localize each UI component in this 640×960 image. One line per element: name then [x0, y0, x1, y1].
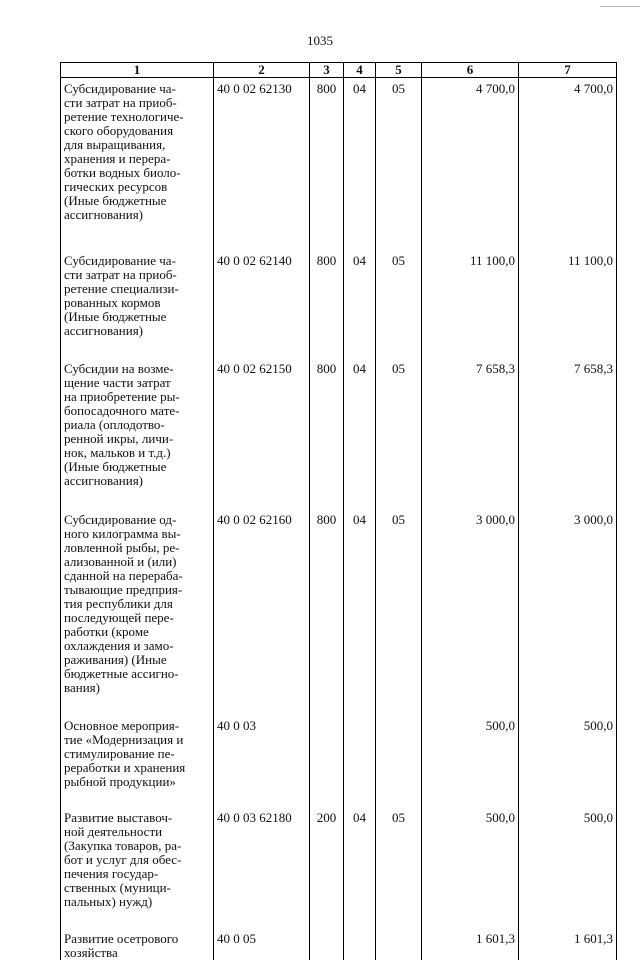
row-name-line: на приобретение ры-	[64, 390, 210, 404]
row-col4-cell: 04	[344, 358, 376, 509]
row-col6-cell: 1 601,3	[422, 928, 519, 960]
row-name-line: печения государ-	[64, 867, 210, 881]
row-name-cell	[61, 78, 214, 251]
row-col7-cell: 4 700,0	[519, 78, 617, 251]
row-col7-cell: 3 000,0	[519, 509, 617, 715]
row-col5-cell: 05	[376, 250, 422, 358]
row-name-line: риала (оплодотво-	[64, 418, 210, 432]
row-name-line: ренной икры, личи-	[64, 432, 210, 446]
row-col3-cell: 800	[310, 250, 344, 358]
row-col6-cell: 11 100,0	[422, 250, 519, 358]
header-col-2: 2	[214, 63, 310, 78]
row-name-line: бопосадочного мате-	[64, 404, 210, 418]
row-name-line: хранения и перера-	[64, 152, 210, 166]
table-row	[61, 928, 617, 960]
header-col-7: 7	[519, 63, 617, 78]
header-col-3: 3	[310, 63, 344, 78]
row-name-line: для выращивания,	[64, 138, 210, 152]
row-col4-cell: 04	[344, 250, 376, 358]
row-name-line: работки (кроме	[64, 625, 210, 639]
row-name-line: пальных) нужд)	[64, 895, 210, 909]
row-name-line: сданной на перераба-	[64, 569, 210, 583]
row-name-line: ализованной и (или)	[64, 555, 210, 569]
header-col-6: 6	[422, 63, 519, 78]
row-name-line: реработки и хранения	[64, 761, 210, 775]
row-name-line: Развитие осетрового	[64, 932, 210, 946]
row-name-line: нок, мальков и т.д.)	[64, 446, 210, 460]
row-name-line: раживания) (Иные	[64, 653, 210, 667]
row-code-cell: 40 0 02 62150	[214, 358, 310, 509]
row-name-line: бюджетные ассигно-	[64, 667, 210, 681]
row-name-line: ной деятельности	[64, 825, 210, 839]
row-code-cell: 40 0 05	[214, 928, 310, 960]
table-header-row	[61, 63, 617, 78]
row-col3-cell: 800	[310, 358, 344, 509]
row-name-line: ного килограмма вы-	[64, 527, 210, 541]
row-name-line: тие «Модернизация и	[64, 733, 210, 747]
row-name-line: охлаждения и замо-	[64, 639, 210, 653]
table-body	[61, 78, 617, 960]
row-col7-cell: 500,0	[519, 807, 617, 928]
row-col7-cell: 7 658,3	[519, 358, 617, 509]
row-col7-cell: 500,0	[519, 715, 617, 807]
row-name-cell	[61, 250, 214, 358]
table-row	[61, 807, 617, 928]
row-name-line: (Иные бюджетные	[64, 310, 210, 324]
row-col5-cell: 05	[376, 78, 422, 251]
row-name-line: ботки водных биоло-	[64, 166, 210, 180]
row-name-line: Субсидирование ча-	[64, 254, 210, 268]
row-name-line: ственных (муници-	[64, 881, 210, 895]
row-col5-cell: 05	[376, 509, 422, 715]
header-col-5: 5	[376, 63, 422, 78]
row-code-cell: 40 0 02 62140	[214, 250, 310, 358]
row-name-line: (Иные бюджетные	[64, 194, 210, 208]
row-col5-cell	[376, 928, 422, 960]
row-col5-cell	[376, 715, 422, 807]
table-row	[61, 250, 617, 358]
header-col-1: 1	[61, 63, 214, 78]
row-col4-cell: 04	[344, 509, 376, 715]
row-name-line: тывающие предприя-	[64, 583, 210, 597]
row-name-line: ассигнования)	[64, 208, 210, 222]
row-col3-cell	[310, 928, 344, 960]
row-name-line: сти затрат на приоб-	[64, 268, 210, 282]
row-name-line: ского оборудования	[64, 124, 210, 138]
row-code-cell: 40 0 02 62130	[214, 78, 310, 251]
row-name-line: сти затрат на приоб-	[64, 96, 210, 110]
table-row	[61, 78, 617, 251]
row-col6-cell: 4 700,0	[422, 78, 519, 251]
row-name-line: ретение специализи-	[64, 282, 210, 296]
row-name-line: ретение технологиче-	[64, 110, 210, 124]
row-code-cell: 40 0 02 62160	[214, 509, 310, 715]
table-row	[61, 358, 617, 509]
row-col5-cell: 05	[376, 358, 422, 509]
row-name-line: стимулирование пе-	[64, 747, 210, 761]
table-row	[61, 509, 617, 715]
row-name-line: щение части затрат	[64, 376, 210, 390]
row-name-cell	[61, 358, 214, 509]
row-name-line: бот и услуг для обес-	[64, 853, 210, 867]
row-name-line: (Закупка товаров, ра-	[64, 839, 210, 853]
row-name-line: рованных кормов	[64, 296, 210, 310]
row-name-line: Субсидирование ча-	[64, 82, 210, 96]
row-name-cell	[61, 509, 214, 715]
row-col3-cell: 200	[310, 807, 344, 928]
row-col4-cell	[344, 928, 376, 960]
row-col5-cell: 05	[376, 807, 422, 928]
budget-table	[60, 62, 617, 960]
row-code-cell: 40 0 03 62180	[214, 807, 310, 928]
row-col7-cell: 11 100,0	[519, 250, 617, 358]
row-name-line: рыбной продукции»	[64, 775, 210, 789]
row-name-line: вания)	[64, 681, 210, 695]
row-col3-cell: 800	[310, 509, 344, 715]
row-name-line: ассигнования)	[64, 474, 210, 488]
row-name-line: ловленной рыбы, ре-	[64, 541, 210, 555]
row-col3-cell: 800	[310, 78, 344, 251]
row-name-line: Развитие выставоч-	[64, 811, 210, 825]
row-col4-cell	[344, 715, 376, 807]
row-name-line: хозяйства	[64, 946, 210, 960]
scan-edge-line	[600, 6, 640, 7]
row-name-cell	[61, 807, 214, 928]
row-name-line: последующей пере-	[64, 611, 210, 625]
row-name-line: гических ресурсов	[64, 180, 210, 194]
page-number: 1035	[0, 33, 640, 49]
row-col7-cell: 1 601,3	[519, 928, 617, 960]
row-col3-cell	[310, 715, 344, 807]
row-col6-cell: 7 658,3	[422, 358, 519, 509]
row-code-cell: 40 0 03	[214, 715, 310, 807]
row-name-line: Субсидии на возме-	[64, 362, 210, 376]
row-col6-cell: 500,0	[422, 807, 519, 928]
row-col4-cell: 04	[344, 78, 376, 251]
row-name-line: Основное мероприя-	[64, 719, 210, 733]
row-name-line: тия республики для	[64, 597, 210, 611]
row-name-cell	[61, 715, 214, 807]
row-name-line: ассигнования)	[64, 324, 210, 338]
row-name-cell	[61, 928, 214, 960]
header-col-4: 4	[344, 63, 376, 78]
row-name-line: Субсидирование од-	[64, 513, 210, 527]
row-col6-cell: 500,0	[422, 715, 519, 807]
row-col4-cell: 04	[344, 807, 376, 928]
table-row	[61, 715, 617, 807]
row-name-line: (Иные бюджетные	[64, 460, 210, 474]
row-col6-cell: 3 000,0	[422, 509, 519, 715]
